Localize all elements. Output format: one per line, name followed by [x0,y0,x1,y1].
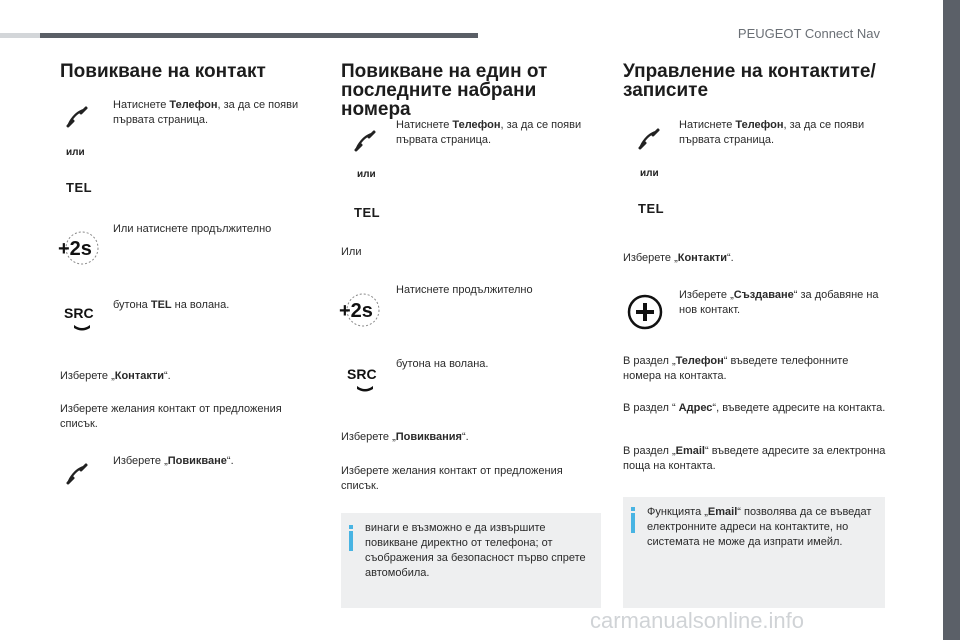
tel-button-label: TEL [638,201,665,216]
phone-handset-icon [352,128,378,154]
col2-step4: Изберете „Повиквания“. [341,431,469,443]
side-strip [943,0,960,640]
header-rule-dark [40,33,478,38]
info-text: Функцията „Email“ позволява да се въведат електронните адреси на контактите, но системата не може да изпрати имейл. [647,506,872,548]
col3-step2: Изберете „Контакти“. [623,252,734,264]
2s-long-press-icon [338,290,382,330]
col2-title: Повикване на един от последните набрани номера [341,61,548,120]
info-text: винаги е възможно е да извършите повикване директно от телефона; от съображения за безопасност първо спрете автомобила. [365,522,586,579]
col3-step6: В раздел „Email“ въведете адресите за електронна поща на контакта. [623,445,886,472]
svg-text:SRC: SRC [64,305,94,321]
col1-title: Повикване на контакт [60,61,266,82]
phone-handset-icon [64,461,90,487]
tel-button-label: TEL [354,205,381,220]
phone-handset-icon [636,126,662,152]
phone-handset-icon [64,104,90,130]
col2-step1: Натиснете Телефон, за да се появи първата страница. [396,119,582,146]
col3-title: Управление на контактите/ записите [623,61,876,101]
svg-text:+2s: +2s [339,300,373,322]
tel-button-label: TEL [66,180,93,195]
col3-step1: Натиснете Телефон, за да се появи първата страница. [679,119,865,146]
info-icon [631,507,635,533]
col1-step5: Изберете желания контакт от предложения списък. [60,403,282,430]
col1-step2: Или натиснете продължително [113,223,272,235]
col3-step5: В раздел “ Адрес“, въведете адресите на контакта. [623,402,886,414]
col2-step5: Изберете желания контакт от предложения списък. [341,465,563,492]
col1-step3: бутона TEL на волана. [113,299,230,311]
src-button-icon [345,366,385,394]
plus-circle-icon [627,294,663,330]
info-box [341,513,601,608]
or-label: или [66,147,85,158]
col2-step2: Натиснете продължително [396,284,533,296]
src-button-icon [62,305,102,333]
col3-step3: Изберете „Създаване“ за добавяне на нов контакт. [679,289,879,316]
or-label: или [357,169,376,180]
svg-text:+2s: +2s [58,238,92,260]
col1-step6: Изберете „Повикване“. [113,455,234,467]
info-box [623,497,885,608]
col1-step1: Натиснете Телефон, за да се появи първата страница. [113,99,299,126]
svg-text:SRC: SRC [347,366,377,382]
or-label: или [640,168,659,179]
page-dot [925,598,930,603]
header-title: PEUGEOT Connect Nav [737,26,880,41]
col3-step4: В раздел „Телефон“ въведете телефонните номера на контакта. [623,355,849,382]
2s-long-press-icon [57,228,101,268]
col1-step4: Изберете „Контакти“. [60,370,171,382]
watermark: carmanualsonline.info [590,608,805,633]
page-number: 31 [918,620,932,634]
info-icon [349,525,353,551]
col2-step3: бутона на волана. [396,358,489,370]
col2-or: Или [341,246,362,258]
